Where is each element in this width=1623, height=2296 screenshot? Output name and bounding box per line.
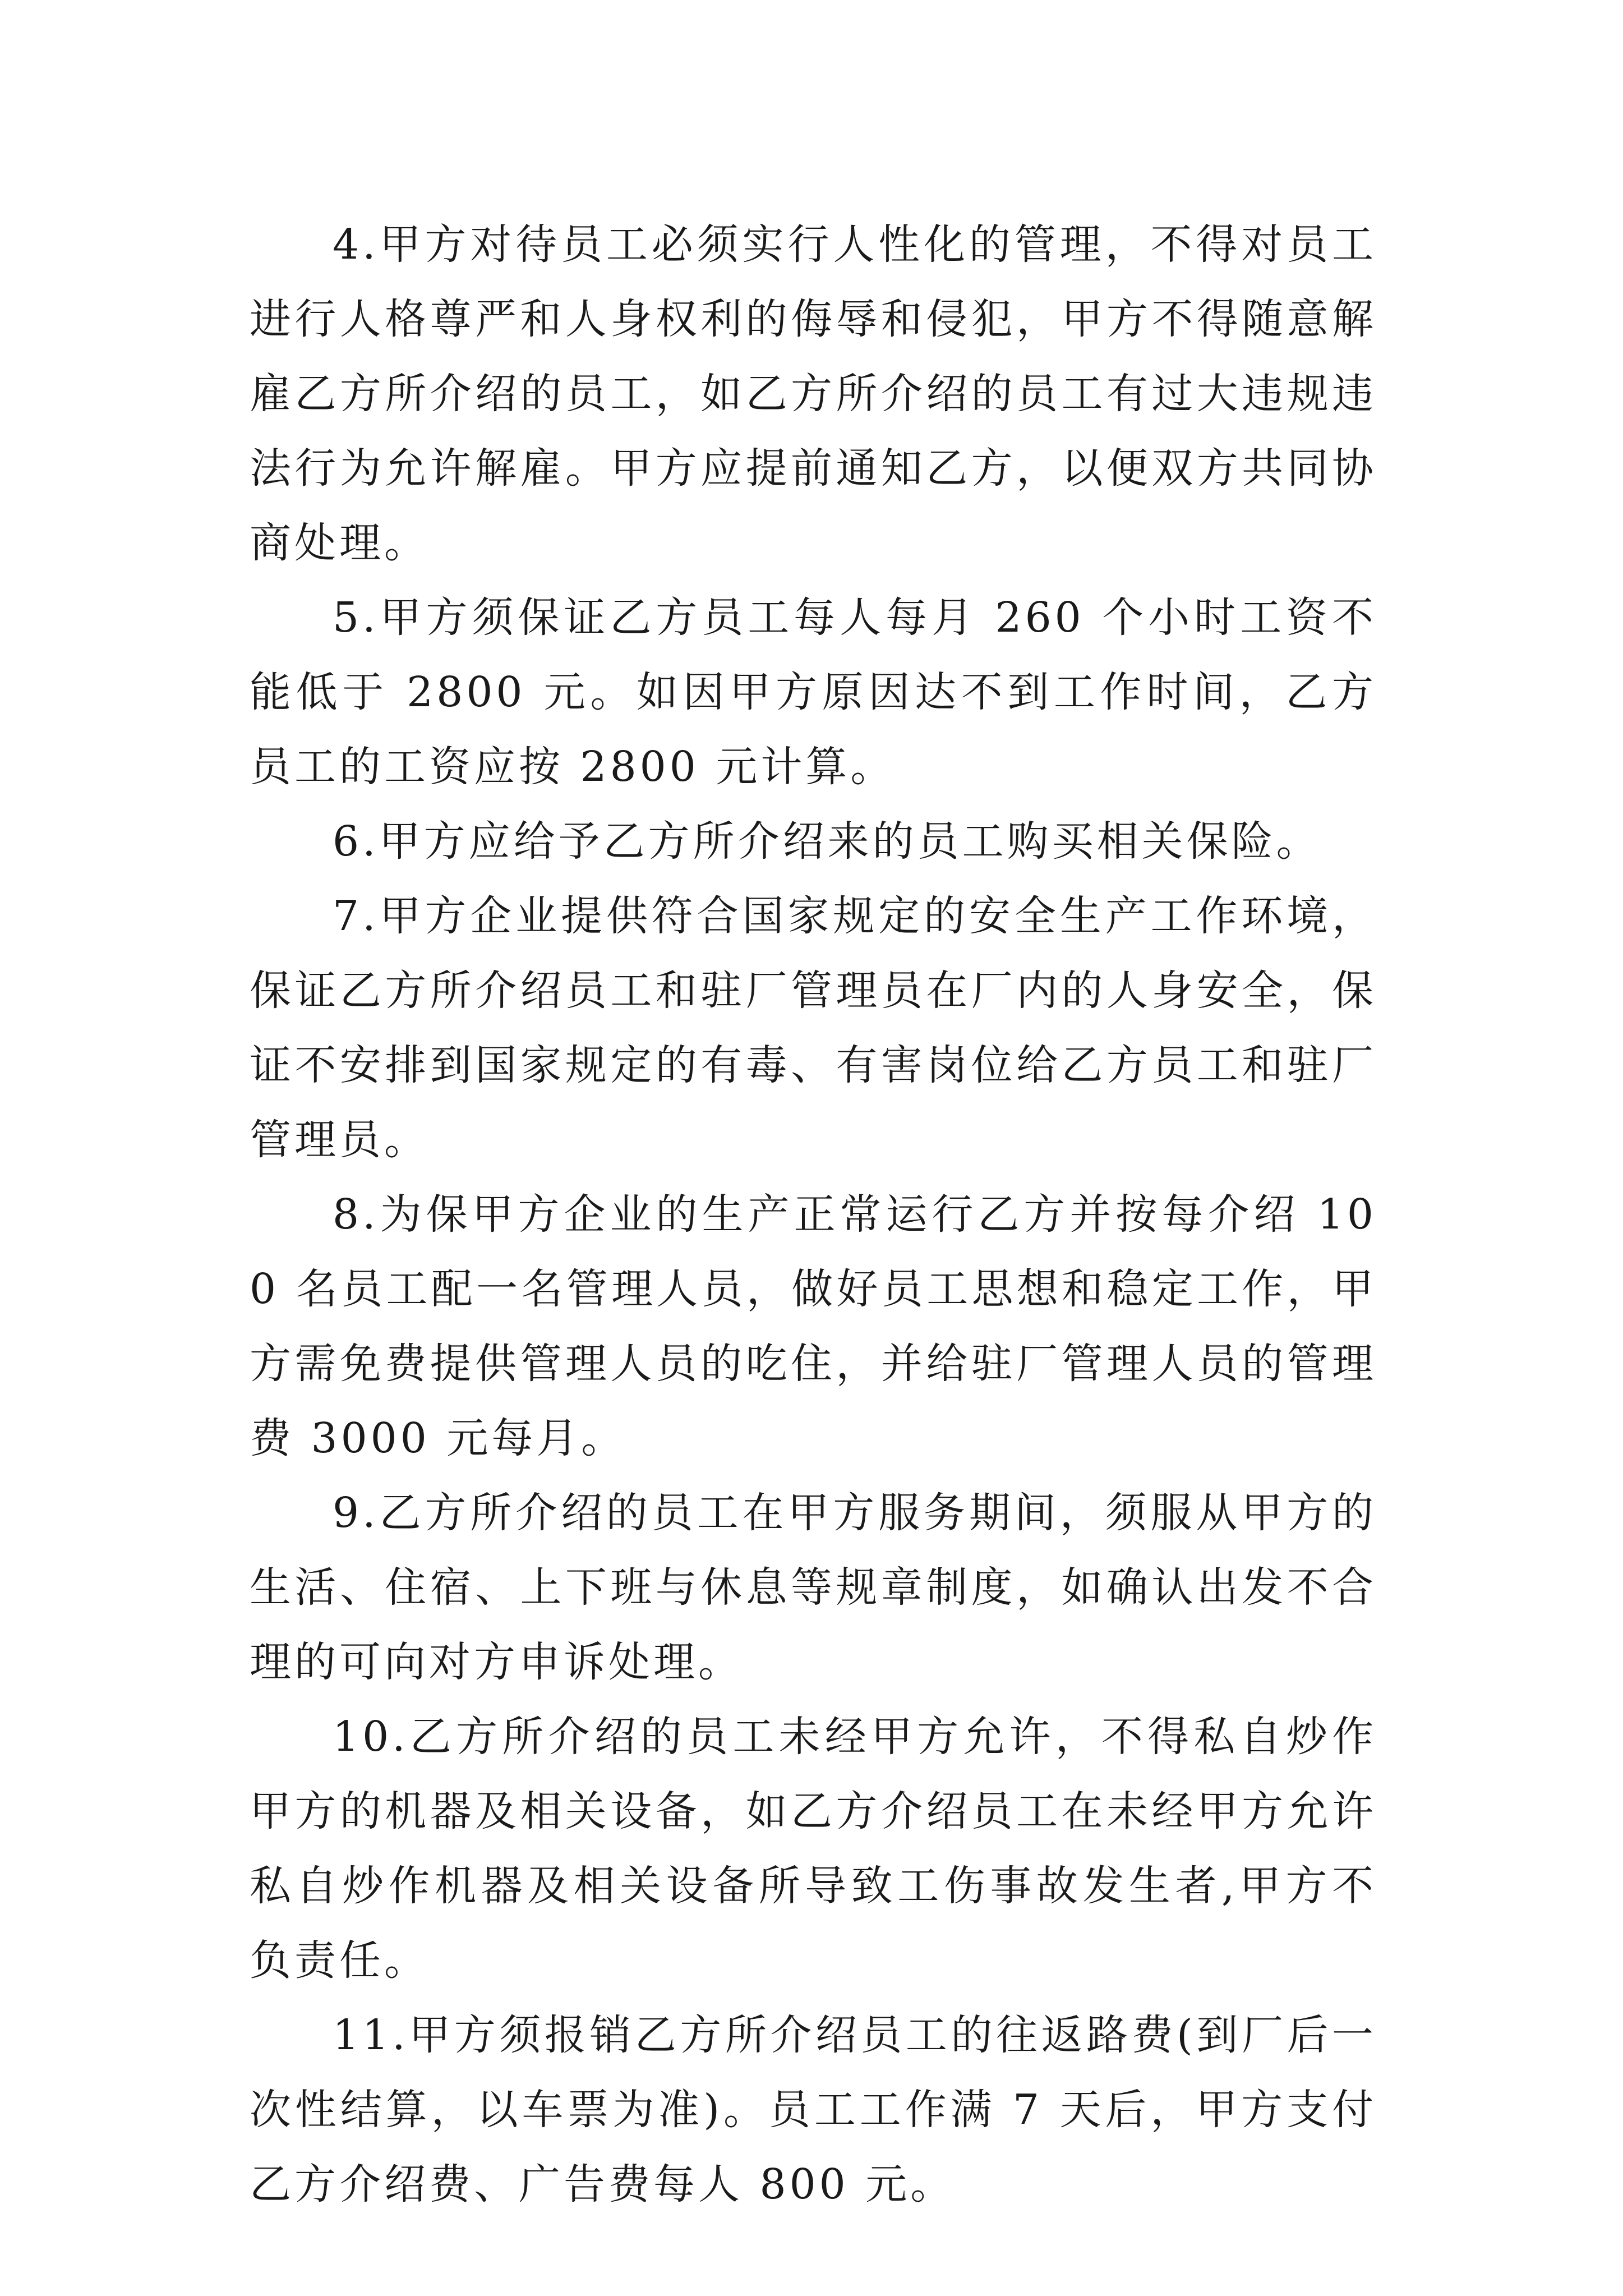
clause-5: 5.甲方须保证乙方员工每人每月 260 个小时工资不能低于 2800 元。如因甲方原因达不到工作时间，乙方员工的工资应按 2800 元计算。 — [250, 593, 1377, 791]
clause-6: 6.甲方应给予乙方所介绍来的员工购买相关保险。 — [333, 817, 1321, 866]
clause-8: 8.为保甲方企业的生产正常运行乙方并按每介绍 100 名员工配一名管理人员，做好员工思想和稳定工作，甲方需免费提供管理人员的吃住，并给驻厂管理人员的管理费 3000 元每月。 — [250, 1190, 1377, 1462]
clause-9: 9.乙方所介绍的员工在甲方服务期间，须服从甲方的生活、住宿、上下班与休息等规章制度，如确认出发不合理的可向对方申诉处理。 — [250, 1489, 1377, 1686]
clause-11: 11.甲方须报销乙方所介绍员工的往返路费(到厂后一次性结算，以车票为准)。员工工作满 7 天后，甲方支付乙方介绍费、广告费每人 800 元。 — [250, 2011, 1377, 2208]
clause-10: 10.乙方所介绍的员工未经甲方允许，不得私自炒作甲方的机器及相关设备，如乙方介绍员工在未经甲方允许私自炒作机器及相关设备所导致工伤事故发生者,甲方不负责任。 — [250, 1713, 1377, 1985]
document-body — [250, 208, 1377, 2222]
clause-7: 7.甲方企业提供符合国家规定的安全生产工作环境，保证乙方所介绍员工和驻厂管理员在厂内的人身安全，保证不安排到国家规定的有毒、有害岗位给乙方员工和驻厂管理员。 — [250, 892, 1377, 1164]
clause-4: 4.甲方对待员工必须实行人性化的管理，不得对员工进行人格尊严和人身权利的侮辱和侵犯，甲方不得随意解雇乙方所介绍的员工，如乙方所介绍的员工有过大违规违法行为允许解雇。甲方应提前通知乙方，以便双方共同协商处理。 — [250, 220, 1377, 567]
